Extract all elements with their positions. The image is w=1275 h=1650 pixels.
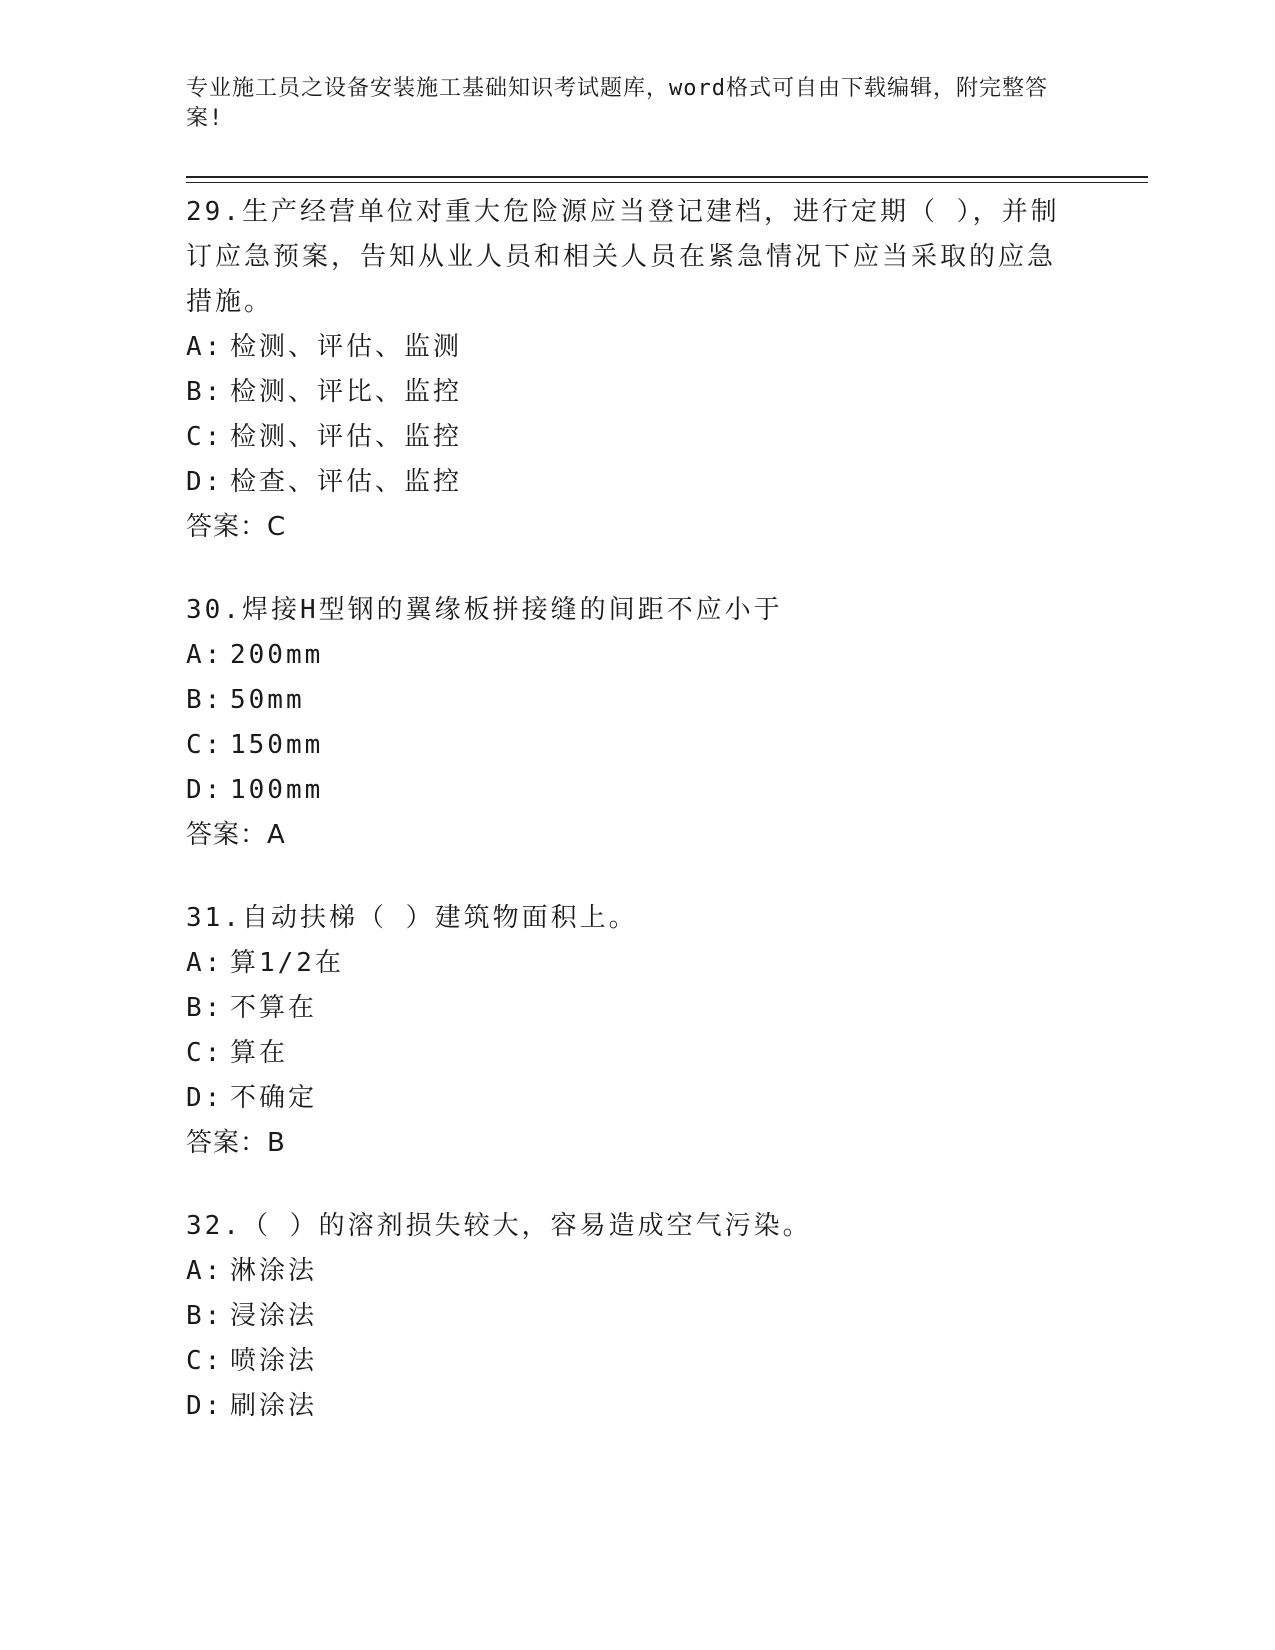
option-text: 淋涂法 — [230, 1256, 318, 1286]
option-text: 喷涂法 — [230, 1346, 318, 1376]
option-text: 不算在 — [230, 993, 318, 1023]
question-29 — [186, 190, 1066, 550]
question-31 — [186, 896, 1066, 1166]
option-text: 检测、评估、监测 — [230, 332, 463, 362]
option-letter: A: — [186, 332, 224, 362]
option-c — [186, 1031, 1066, 1076]
option-a — [186, 325, 1066, 370]
option-b — [186, 370, 1066, 415]
option-letter: C: — [186, 422, 224, 452]
question-30 — [186, 588, 1066, 858]
option-d — [186, 1384, 1066, 1429]
header-note: 专业施工员之设备安装施工基础知识考试题库，word格式可自由下载编辑，附完整答案! — [186, 76, 1048, 131]
option-letter: C: — [186, 730, 224, 760]
option-letter: D: — [186, 1391, 224, 1421]
question-stem: 29.生产经营单位对重大危险源应当登记建档，进行定期（ ），并制订应急预案，告知从业人员和相关人员在紧急情况下应当采取的应急措施。 — [186, 197, 1060, 317]
option-text: 150mm — [230, 730, 324, 760]
option-letter: A: — [186, 640, 224, 670]
option-letter: B: — [186, 1301, 224, 1331]
option-c — [186, 415, 1066, 460]
option-letter: D: — [186, 467, 224, 497]
option-letter: D: — [186, 775, 224, 805]
option-text: 不确定 — [230, 1083, 318, 1113]
option-b — [186, 678, 1066, 723]
question-32 — [186, 1204, 1066, 1429]
option-letter: B: — [186, 685, 224, 715]
option-b — [186, 1294, 1066, 1339]
option-d — [186, 460, 1066, 505]
question-stem: 30.焊接H型钢的翼缘板拼接缝的间距不应小于 — [186, 595, 783, 625]
option-text: 50mm — [230, 685, 305, 715]
header-divider-thin — [186, 182, 1148, 183]
option-d — [186, 768, 1066, 813]
answer-line: 答案：B — [186, 1128, 286, 1158]
question-stem: 32.（ ）的溶剂损失较大，容易造成空气污染。 — [186, 1211, 812, 1241]
option-letter: D: — [186, 1083, 224, 1113]
answer-line: 答案：A — [186, 820, 286, 850]
option-c — [186, 723, 1066, 768]
option-text: 算在 — [230, 1038, 289, 1068]
option-a — [186, 1249, 1066, 1294]
question-list — [186, 190, 1066, 1467]
option-text: 算1/2在 — [230, 948, 344, 978]
option-d — [186, 1076, 1066, 1121]
option-text: 200mm — [230, 640, 324, 670]
option-letter: C: — [186, 1038, 224, 1068]
option-a — [186, 633, 1066, 678]
answer-line: 答案：C — [186, 512, 287, 542]
option-text: 检查、评估、监控 — [230, 467, 463, 497]
question-stem: 31.自动扶梯（ ）建筑物面积上。 — [186, 903, 638, 933]
option-text: 检测、评估、监控 — [230, 422, 463, 452]
option-c — [186, 1339, 1066, 1384]
option-text: 检测、评比、监控 — [230, 377, 463, 407]
option-text: 浸涂法 — [230, 1301, 318, 1331]
option-a — [186, 941, 1066, 986]
option-text: 100mm — [230, 775, 324, 805]
option-letter: A: — [186, 1256, 224, 1286]
option-letter: C: — [186, 1346, 224, 1376]
option-letter: B: — [186, 377, 224, 407]
option-text: 刷涂法 — [230, 1391, 318, 1421]
option-b — [186, 986, 1066, 1031]
option-letter: A: — [186, 948, 224, 978]
header-divider-thick — [186, 176, 1148, 178]
option-letter: B: — [186, 993, 224, 1023]
